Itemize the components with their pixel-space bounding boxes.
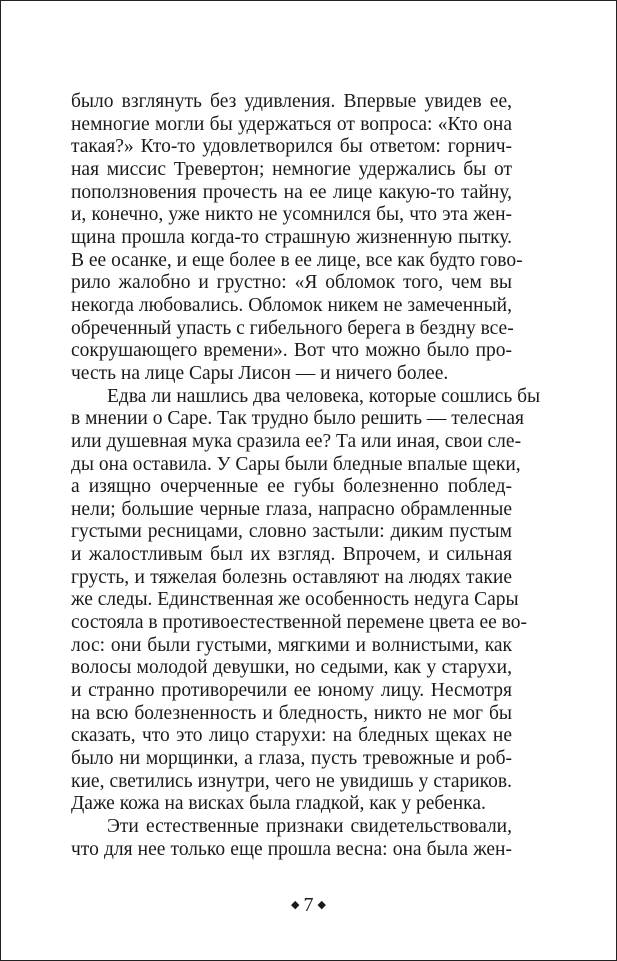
text-line: состояла в противоестественной перемене цвета ее во- [71, 612, 527, 634]
text-line: или душевная мука сразила ее? Та или иная, свои сле- [71, 430, 522, 452]
text-line: же следы. Единственная же особенность недуга Сары [71, 589, 519, 611]
text-line: что для нее только еще прошла весна: она была жен- [71, 838, 512, 860]
text-line: в мнении о Саре. Так трудно было решить — телесная [71, 408, 524, 430]
text-line: густыми ресницами, словно застыли: диким пустым [71, 521, 512, 543]
ornament-icon: ◆ [317, 899, 326, 911]
text-line: ная миссис Тревертон; немногие удержались бы от [71, 158, 512, 180]
text-line: честь на лице Сары Лисон — и ничего более. [71, 362, 449, 384]
page-footer [0, 894, 617, 917]
text-line: рило жалобно и грустно: «Я обломок того, чем вы [71, 272, 512, 294]
text-line: сказать, что это лицо старухи: на бледных щеках не [71, 725, 512, 747]
text-line: щина прошла когда-то страшную жизненную пытку. [71, 226, 512, 248]
text-line: и жалостливым был их взгляд. Впрочем, и сильная [71, 544, 512, 566]
text-line: Даже кожа на висках была гладкой, как у ребенка. [71, 793, 486, 815]
text-line: немногие могли бы удержаться от вопроса: «Кто она [71, 113, 512, 135]
text-line: волосы молодой девушки, но седыми, как у старухи, [71, 657, 512, 679]
text-line: обреченный упасть с гибельного берега в бездну все- [71, 317, 514, 339]
text-line: сокрушающего времени». Вот что можно было про- [71, 340, 512, 362]
text-line: на всю болезненность и бледность, никто не мог бы [71, 702, 512, 724]
text-line: В ее осанке, и еще более в ее лице, все как будто гово- [71, 249, 523, 271]
ornament-icon: ◆ [291, 899, 300, 911]
text-line: ды она оставила. У Сары были бледные впалые щеки, [71, 453, 521, 475]
text-line: и, конечно, уже никто не усомнился бы, что эта жен- [71, 204, 512, 226]
text-line: лос: они были густыми, мягкими и волнистыми, как [71, 634, 512, 656]
text-line: и странно противоречили ее юному лицу. Несмотря [71, 680, 512, 702]
paragraph [71, 385, 541, 816]
text-line: кие, светились изнутри, чего не увидишь у стариков. [71, 770, 512, 792]
text-line: такая?» Кто-то удовлетворился бы ответом: горнич- [71, 136, 512, 158]
body-text [71, 91, 541, 861]
text-line: было ни морщинки, а глаза, пусть тревожные и роб- [71, 748, 512, 770]
text-line: грусть, и тяжелая болезнь оставляют на людях такие [71, 566, 512, 588]
text-line: Эти естественные признаки свидетельствовали, [107, 816, 512, 837]
text-line: было взглянуть без удивления. Впервые увидев ее, [71, 91, 512, 112]
text-line: поползновения прочесть на ее лице какую-то тайну, [71, 181, 512, 203]
paragraph [71, 91, 523, 386]
text-line: а изящно очерченные ее губы болезненно поблед- [71, 476, 512, 498]
text-line: некогда любовались. Обломок никем не замеченный, [71, 294, 512, 316]
text-line: нели; большие черные глаза, напрасно обрамленные [71, 498, 512, 520]
paragraph [71, 816, 512, 861]
page-number: 7 [303, 894, 314, 916]
text-line: Едва ли нашлись два человека, которые сошлись бы [107, 385, 541, 407]
